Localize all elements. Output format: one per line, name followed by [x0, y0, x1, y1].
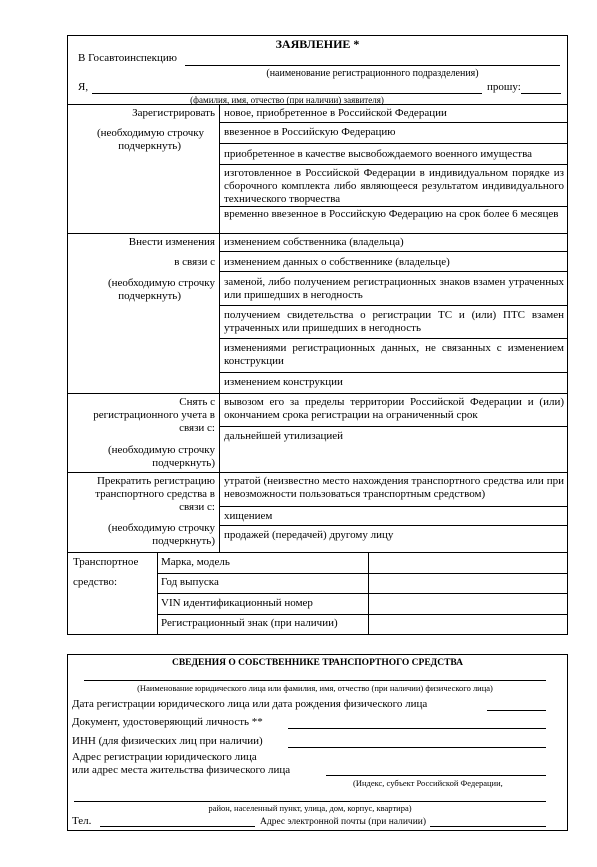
register-option-3[interactable]: приобретенное в качестве высвобождаемого военного имущества	[224, 148, 532, 160]
section-divider	[67, 393, 568, 394]
deregister-label-3: связи с:	[179, 422, 215, 434]
change-label-2: в связи с	[174, 256, 215, 268]
row-divider	[157, 573, 568, 574]
terminate-option-1[interactable]: утратой (неизвестно место нахождения транспортного средства или при невозможности пользоваться транспортным средством)	[224, 475, 564, 500]
row-divider	[219, 164, 568, 165]
reg-date-label: Дата регистрации юридического лица или дата рождения физического лица	[72, 698, 428, 710]
row-divider	[219, 525, 568, 526]
deregister-hint-2: подчеркнуть)	[152, 457, 215, 469]
register-option-1[interactable]: новое, приобретенное в Российской Федерации	[224, 107, 447, 119]
row-divider	[157, 593, 568, 594]
register-option-5[interactable]: временно ввезенное в Российскую Федерацию на срок более 6 месяцев	[224, 208, 559, 220]
inn-label: ИНН (для физических лиц при наличии)	[72, 735, 263, 747]
address-label-2: или адрес места жительства физического лица	[72, 764, 291, 776]
row-divider	[219, 506, 568, 507]
change-hint-2: подчеркнуть)	[118, 290, 181, 302]
row-divider	[219, 372, 568, 373]
change-option-1[interactable]: изменением собственника (владельца)	[224, 236, 404, 248]
terminate-hint-1: (необходимую строчку	[107, 522, 215, 534]
deregister-label-1: Снять с	[179, 396, 215, 408]
to-hint: (наименование регистрационного подразделения)	[266, 68, 479, 79]
email-field[interactable]	[430, 826, 546, 827]
deregister-hint-1: (необходимую строчку	[107, 444, 215, 456]
deregister-label-2: регистрационного учета в	[93, 409, 215, 421]
change-option-4[interactable]: получением свидетельства о регистрации ТС и (или) ПТС взамен утраченных или пришедших в негодность	[224, 309, 564, 334]
change-label-1: Внести изменения	[128, 236, 215, 248]
document-label: Документ, удостоверяющий личность **	[72, 716, 263, 728]
phone-field[interactable]	[100, 826, 255, 827]
section-divider	[67, 472, 568, 473]
deregister-option-2[interactable]: дальнейшей утилизацией	[224, 430, 344, 442]
deregister-option-1[interactable]: вывозом его за пределы территории Российской Федерации и (или) окончанием срока регистрации на ограниченный срок	[224, 396, 564, 421]
to-field[interactable]	[185, 65, 560, 66]
i-label: Я,	[78, 81, 89, 93]
row-divider	[219, 206, 568, 207]
change-option-5[interactable]: изменениями регистрационных данных, не связанных с изменением конструкции	[224, 342, 564, 367]
owner-title: СВЕДЕНИЯ О СОБСТВЕННИКЕ ТРАНСПОРТНОГО СРЕДСТВА	[171, 658, 464, 668]
row-divider	[219, 426, 568, 427]
owner-name-hint: (Наименование юридического лица или фамилия, имя, отчество (при наличии) физического лица)	[137, 683, 493, 693]
row-divider	[219, 305, 568, 306]
address-field-2[interactable]	[74, 801, 546, 802]
vehicle-field-vin: VIN идентификационный номер	[161, 597, 313, 609]
vehicle-field-make: Марка, модель	[161, 556, 230, 568]
change-option-3[interactable]: заменой, либо получением регистрационных знаков взамен утраченных или пришедших в негодность	[224, 276, 564, 301]
change-hint-1: (необходимую строчку	[107, 277, 215, 289]
terminate-label-2: транспортного средства в	[95, 488, 215, 500]
terminate-label-1: Прекратить регистрацию	[96, 475, 215, 487]
row-divider	[219, 251, 568, 252]
request-field-line	[521, 93, 561, 94]
register-label: Зарегистрировать	[132, 107, 215, 119]
address-hint-1: (Индекс, субъект Российской Федерации,	[353, 778, 503, 788]
divider	[67, 104, 568, 105]
row-divider	[219, 122, 568, 123]
fio-hint: (фамилия, имя, отчество (при наличии) заявителя)	[190, 95, 384, 105]
row-divider	[219, 271, 568, 272]
change-option-6[interactable]: изменением конструкции	[224, 376, 343, 388]
terminate-label-3: связи с:	[179, 501, 215, 513]
form-title: ЗАЯВЛЕНИЕ *	[275, 37, 360, 51]
reg-date-field[interactable]	[487, 710, 546, 711]
request-label: прошу:	[487, 81, 521, 93]
address-label-1: Адрес регистрации юридического лица	[72, 751, 257, 763]
email-label: Адрес электронной почты (при наличии)	[260, 817, 427, 827]
section-divider	[67, 552, 568, 553]
row-divider	[157, 614, 568, 615]
register-hint-1: (необходимую строчку	[96, 127, 204, 139]
change-option-2[interactable]: изменением данных о собственнике (владельце)	[224, 256, 450, 268]
row-divider	[219, 143, 568, 144]
fio-field[interactable]	[92, 93, 482, 94]
register-hint-2: подчеркнуть)	[118, 140, 181, 152]
register-option-2[interactable]: ввезенное в Российскую Федерацию	[224, 126, 396, 138]
document-field[interactable]	[288, 728, 546, 729]
row-divider	[219, 338, 568, 339]
to-label: В Госавтоинспекцию	[78, 52, 177, 64]
terminate-option-3[interactable]: продажей (передачей) другому лицу	[224, 529, 394, 541]
vehicle-field-plate: Регистрационный знак (при наличии)	[161, 617, 338, 629]
terminate-option-2[interactable]: хищением	[224, 510, 273, 522]
inn-field[interactable]	[288, 747, 546, 748]
address-hint-2: район, населенный пункт, улица, дом, корпус, квартира)	[208, 803, 412, 813]
vehicle-label-1: Транспортное	[73, 556, 139, 568]
section-divider	[67, 233, 568, 234]
vehicle-field-year: Год выпуска	[161, 576, 219, 588]
terminate-hint-2: подчеркнуть)	[152, 535, 215, 547]
phone-label: Тел.	[72, 815, 92, 827]
register-option-4[interactable]: изготовленное в Российской Федерации в индивидуальном порядке из сборочного комплекта либо являющееся результатом индивидуального технического творчества	[224, 167, 564, 205]
column-divider	[219, 104, 220, 552]
address-field-1[interactable]	[326, 775, 546, 776]
owner-name-field[interactable]	[84, 680, 546, 681]
vehicle-label-2: средство:	[73, 576, 118, 588]
